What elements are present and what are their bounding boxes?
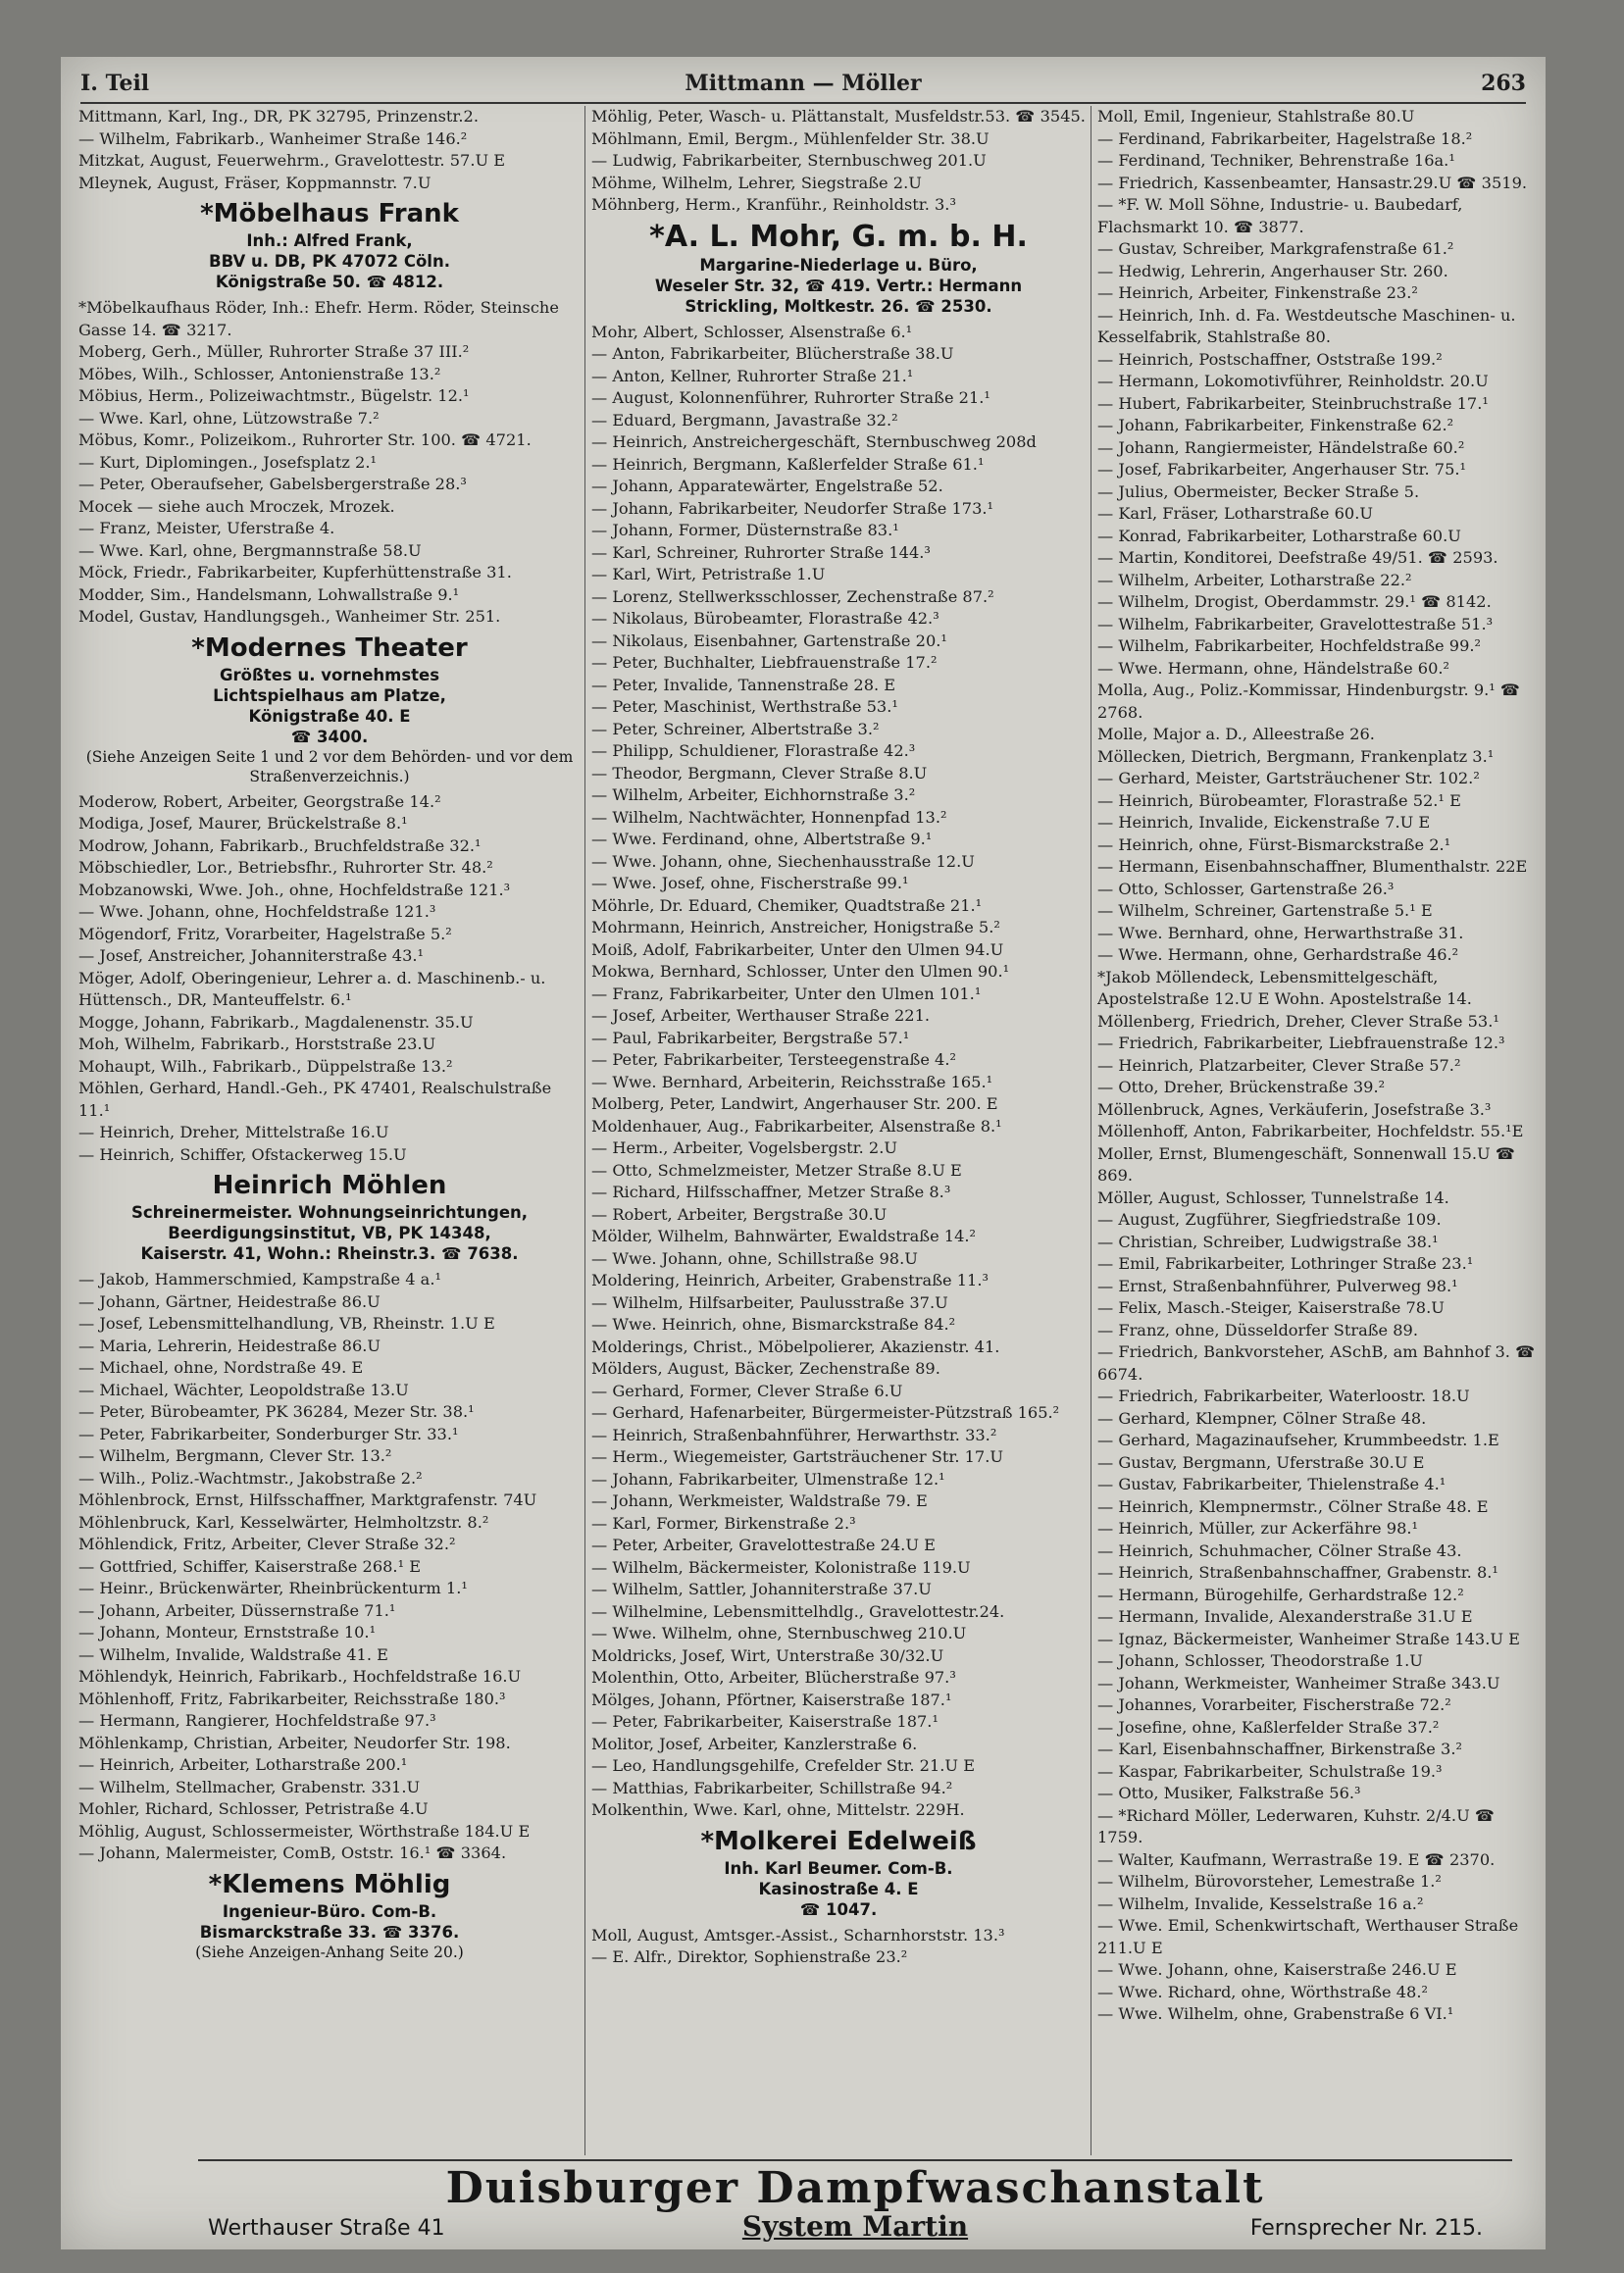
ad-line: Königstraße 50. ☎ 4812. — [215, 273, 444, 291]
column-middle — [584, 106, 1086, 2155]
directory-entry: — Wilhelm, Hilfsarbeiter, Paulusstraße 37.U — [591, 1292, 948, 1312]
ad-line: Inh.: Alfred Frank, — [246, 231, 413, 250]
directory-entry: — Heinrich, Arbeiter, Lotharstraße 200.¹ — [78, 1755, 408, 1774]
directory-entry: — *Richard Möller, Lederwaren, Kuhstr. 2/4.U ☎ 1759. — [1097, 1805, 1496, 1846]
column-left — [78, 106, 581, 2155]
section-label: I. Teil — [80, 71, 150, 96]
directory-entry: — Robert, Arbeiter, Bergstraße 30.U — [591, 1204, 888, 1224]
directory-entry: — Konrad, Fabrikarbeiter, Lotharstraße 60.U — [1097, 526, 1461, 545]
directory-entry: — Emil, Fabrikarbeiter, Lothringer Straße 23.¹ — [1097, 1254, 1474, 1273]
directory-entry: — Heinrich, Müller, zur Ackerfähre 98.¹ — [1097, 1519, 1418, 1538]
directory-entry: Möhlig, August, Schlossermeister, Wörthstraße 184.U E — [78, 1821, 531, 1841]
directory-entry: Mölders, August, Bäcker, Zechenstraße 89. — [591, 1359, 940, 1378]
directory-entry: Möllenhoff, Anton, Fabrikarbeiter, Hochfeldstr. 55.¹E — [1097, 1122, 1524, 1140]
directory-entry: — Heinrich, Bergmann, Kaßlerfelder Straße 61.¹ — [591, 454, 985, 474]
ad-line: Kasinostraße 4. E — [758, 1879, 919, 1898]
directory-entry: Molberg, Peter, Landwirt, Angerhauser Str. 200. E — [591, 1094, 998, 1113]
directory-entry: — Wwe. Heinrich, ohne, Bismarckstraße 84.² — [591, 1315, 956, 1334]
directory-entry: — Leo, Handlungsgehilfe, Crefelder Str. 21.U E — [591, 1756, 976, 1775]
directory-entry: Mokwa, Bernhard, Schlosser, Unter den Ulmen 90.¹ — [591, 962, 1010, 981]
directory-entry: — Philipp, Schuldiener, Florastraße 42.³ — [591, 741, 916, 760]
directory-entry: — Wilhelm, Bürovorsteher, Lemestraße 1.² — [1097, 1872, 1442, 1891]
directory-entry: — Hermann, Invalide, Alexanderstraße 31.U E — [1097, 1607, 1473, 1626]
directory-entry: Moll, Emil, Ingenieur, Stahlstraße 80.U — [1097, 107, 1415, 126]
ad-title: *Möbelhaus Frank — [200, 199, 459, 228]
directory-entry: — Wilhelm, Invalide, Waldstraße 41. E — [78, 1644, 388, 1664]
directory-entry: Mogge, Johann, Fabrikarb., Magdalenenstr. 35.U — [78, 1012, 474, 1032]
directory-entry: Möhlendick, Fritz, Arbeiter, Clever Straße 32.² — [78, 1535, 456, 1553]
directory-entry: — Johann, Rangiermeister, Händelstraße 60.² — [1097, 437, 1465, 457]
directory-entry: — Friedrich, Fabrikarbeiter, Waterloostr. 18.U — [1097, 1387, 1470, 1405]
directory-entry: — Gerhard, Meister, Gartsträuchener Str. 102.² — [1097, 769, 1480, 787]
ad-line: Lichtspielhaus am Platze, — [213, 685, 446, 705]
directory-entry: — Josef, Fabrikarbeiter, Angerhauser Str. 75.¹ — [1097, 460, 1467, 479]
directory-entry: Möhlenkamp, Christian, Arbeiter, Neudorfer Str. 198. — [78, 1733, 511, 1752]
directory-entry: — Wwe. Johann, ohne, Hochfeldstraße 121.³ — [78, 902, 436, 921]
directory-entry: — Johann, Malermeister, ComB, Oststr. 16.¹ ☎ 3364. — [78, 1844, 507, 1862]
directory-entry: — Peter, Fabrikarbeiter, Sonderburger Str. 33.¹ — [78, 1424, 459, 1443]
directory-entry: — Herm., Wiegemeister, Gartsträuchener Str. 17.U — [591, 1447, 1003, 1466]
directory-entry: Moh, Wilhelm, Fabrikarb., Horststraße 23.U — [78, 1035, 436, 1053]
directory-entry: — Johann, Werkmeister, Waldstraße 79. E — [591, 1491, 928, 1510]
ad-klemens-moehlig — [78, 1868, 581, 1962]
directory-entry: — Karl, Former, Birkenstraße 2.³ — [591, 1513, 856, 1533]
directory-entry: Mögendorf, Fritz, Vorarbeiter, Hagelstraße 5.² — [78, 924, 452, 943]
directory-entry: Modrow, Johann, Fabrikarb., Bruchfeldstraße 32.¹ — [78, 835, 482, 855]
directory-entry: Möhlen, Gerhard, Handl.-Geh., PK 47401, Realschulstraße 11.¹ — [78, 1079, 552, 1120]
directory-entry: — Wwe. Bernhard, ohne, Herwarthstraße 31. — [1097, 923, 1464, 942]
directory-entry: — Hubert, Fabrikarbeiter, Steinbruchstraße 17.¹ — [1097, 393, 1489, 413]
column-right — [1091, 106, 1537, 2155]
directory-entry: — Heinrich, Schuhmacher, Cölner Straße 43. — [1097, 1541, 1462, 1560]
directory-entry: — Heinrich, Postschaffner, Oststraße 199.² — [1097, 349, 1443, 369]
directory-entry: — Kaspar, Fabrikarbeiter, Schulstraße 19.³ — [1097, 1761, 1443, 1781]
directory-entry: — Heinrich, Bürobeamter, Florastraße 52.¹ E — [1097, 790, 1461, 810]
directory-entry: — Wilhelm, Fabrikarb., Wanheimer Straße 146.² — [78, 128, 468, 148]
directory-entry: — Wilhelm, Bäckermeister, Kolonistraße 119.U — [591, 1557, 971, 1577]
directory-entry: Möhnberg, Herm., Kranführ., Reinholdstr. 3.³ — [591, 195, 956, 214]
directory-entry: — Wwe. Ferdinand, ohne, Albertstraße 9.¹ — [591, 830, 933, 848]
directory-entry: — August, Kolonnenführer, Ruhrorter Straße 21.¹ — [591, 388, 990, 407]
directory-entry: Möller, August, Schlosser, Tunnelstraße 14. — [1097, 1187, 1449, 1207]
directory-entry: — Johann, Schlosser, Theodorstraße 1.U — [1097, 1651, 1423, 1670]
directory-entry: — Jakob, Hammerschmied, Kampstraße 4 a.¹ — [78, 1270, 441, 1288]
directory-entry: — Felix, Masch.-Steiger, Kaiserstraße 78.U — [1097, 1298, 1445, 1317]
directory-entry: Mohler, Richard, Schlosser, Petristraße 4.U — [78, 1799, 429, 1818]
directory-entry: Mohrmann, Heinrich, Anstreicher, Honigstraße 5.² — [591, 918, 1000, 936]
directory-entry: — Wwe. Hermann, ohne, Gerhardstraße 46.² — [1097, 945, 1459, 964]
directory-entry: — Karl, Schreiner, Ruhrorter Straße 144.³ — [591, 542, 931, 562]
directory-entry: — Peter, Bürobeamter, PK 36284, Mezer Str. 38.¹ — [78, 1402, 475, 1421]
directory-entry: — Heinrich, Straßenbahnschaffner, Grabenstr. 8.¹ — [1097, 1563, 1498, 1582]
directory-entry: — Friedrich, Fabrikarbeiter, Liebfrauenstraße 12.³ — [1097, 1034, 1505, 1052]
directory-entry: — Johann, Apparatewärter, Engelstraße 52. — [591, 477, 943, 495]
directory-entry: — Wilhelm, Nachtwächter, Honnenpfad 13.² — [591, 807, 947, 827]
directory-entry: Möhlmann, Emil, Bergm., Mühlenfelder Str. 38.U — [591, 128, 990, 148]
directory-entry: Moldricks, Josef, Wirt, Unterstraße 30/32.U — [591, 1645, 944, 1665]
ad-line: Schreinermeister. Wohnungseinrichtungen, — [130, 1203, 529, 1222]
ad-modernes-theater — [78, 631, 581, 786]
directory-entry: — Hermann, Bürogehilfe, Gerhardstraße 12.² — [1097, 1585, 1464, 1604]
directory-entry: — Christian, Schreiber, Ludwigstraße 38.¹ — [1097, 1232, 1439, 1251]
directory-entry: — Wwe. Wilhelm, ohne, Sternbuschweg 210.U — [591, 1624, 967, 1642]
directory-entry: — Wilhelm, Schreiner, Gartenstraße 5.¹ E — [1097, 901, 1433, 920]
directory-entry: — Walter, Kaufmann, Werrastraße 19. E ☎ 2370. — [1097, 1849, 1496, 1869]
directory-entry: — Ludwig, Fabrikarbeiter, Sternbuschweg 201.U — [591, 151, 987, 170]
directory-entry: — Gerhard, Former, Clever Straße 6.U — [591, 1381, 903, 1400]
ad-title: Heinrich Möhlen — [212, 1171, 447, 1200]
footer-ad-system: System Martin — [741, 2210, 969, 2243]
directory-entry: Möhlendyk, Heinrich, Fabrikarb., Hochfeldstraße 16.U — [78, 1667, 522, 1686]
directory-entry: — August, Zugführer, Siegfriedstraße 109. — [1097, 1210, 1442, 1229]
directory-entry: Moldenhauer, Aug., Fabrikarbeiter, Alsenstraße 8.¹ — [591, 1116, 1002, 1136]
directory-entry: — Peter, Maschinist, Werthstraße 53.¹ — [591, 697, 898, 716]
directory-entry: Moller, Ernst, Blumengeschäft, Sonnenwall 15.U ☎ 869. — [1097, 1143, 1516, 1185]
ad-title: *Klemens Möhlig — [208, 1869, 451, 1899]
directory-entry: — Wwe. Karl, ohne, Bergmannstraße 58.U — [78, 540, 422, 560]
directory-entry: Moderow, Robert, Arbeiter, Georgstraße 14.² — [78, 791, 441, 811]
directory-entry: — Heinrich, Arbeiter, Finkenstraße 23.² — [1097, 283, 1418, 302]
directory-entry: — Gustav, Bergmann, Uferstraße 30.U E — [1097, 1452, 1425, 1472]
directory-entry: — Hedwig, Lehrerin, Angerhauser Str. 260. — [1097, 261, 1448, 280]
directory-entry: — Josef, Arbeiter, Werthauser Straße 221. — [591, 1006, 931, 1025]
ad-line: Größtes u. vornehmstes — [219, 665, 440, 684]
directory-entry: Möbes, Wilh., Schlosser, Antonienstraße 13.² — [78, 364, 441, 383]
directory-entry: — Gustav, Schreiber, Markgrafenstraße 61.² — [1097, 239, 1454, 258]
directory-entry: *Möbelkaufhaus Röder, Inh.: Ehefr. Herm. Röder, Steinsche Gasse 14. ☎ 3217. — [78, 298, 559, 339]
footer-ad-phone: Fernsprecher Nr. 215. — [1249, 2216, 1483, 2241]
directory-entry: — Johann, Former, Düsternstraße 83.¹ — [591, 521, 899, 539]
directory-entry: — Ferdinand, Fabrikarbeiter, Hagelstraße 18.² — [1097, 128, 1473, 148]
directory-entry: — Matthias, Fabrikarbeiter, Schillstraße 94.² — [591, 1778, 953, 1797]
directory-entry: — Wilhelm, Bergmann, Clever Str. 13.² — [78, 1446, 392, 1465]
page-header — [80, 63, 1526, 104]
directory-entry: — Wwe. Richard, ohne, Wörthstraße 48.² — [1097, 1982, 1428, 2001]
directory-entry: — Johann, Gärtner, Heidestraße 86.U — [78, 1291, 381, 1311]
directory-entry: — Wwe. Hermann, ohne, Händelstraße 60.² — [1097, 658, 1450, 678]
directory-entry: — Peter, Oberaufseher, Gabelsbergerstraße 28.³ — [78, 475, 467, 493]
directory-entry: — Martin, Konditorei, Deefstraße 49/51. ☎ 2593. — [1097, 548, 1498, 567]
directory-entry: — Herm., Arbeiter, Vogelsbergstr. 2.U — [591, 1138, 898, 1157]
directory-entry: — Wwe. Johann, ohne, Siechenhausstraße 12.U — [591, 851, 975, 871]
directory-entry: — Michael, Wächter, Leopoldstraße 13.U — [78, 1380, 409, 1399]
ad-line: Margarine-Niederlage u. Büro, — [699, 255, 978, 275]
directory-entry: — Heinrich, Schiffer, Ofstackerweg 15.U — [78, 1144, 407, 1164]
directory-entry: — Johann, Arbeiter, Düssernstraße 71.¹ — [78, 1600, 396, 1620]
directory-entry: — Hermann, Rangierer, Hochfeldstraße 97.³ — [78, 1711, 436, 1730]
ad-molkerei-edelweiss — [591, 1825, 1086, 1920]
directory-entry: Model, Gustav, Handlungsgeh., Wanheimer Str. 251. — [78, 607, 501, 626]
directory-entry: — Ernst, Straßenbahnführer, Pulverweg 98.¹ — [1097, 1276, 1458, 1295]
directory-entry: — Johannes, Vorarbeiter, Fischerstraße 72.² — [1097, 1695, 1451, 1714]
directory-entry: — Hermann, Lokomotivführer, Reinholdstr. 20.U — [1097, 372, 1489, 390]
directory-entry: — Franz, Meister, Uferstraße 4. — [78, 519, 335, 537]
directory-entry: — Johann, Monteur, Ernststraße 10.¹ — [78, 1623, 377, 1642]
directory-entry: — Eduard, Bergmann, Javastraße 32.² — [591, 410, 898, 429]
directory-entry: *Jakob Möllendeck, Lebensmittelgeschäft, Apostelstraße 12.U E Wohn. Apostelstraße 14. — [1097, 967, 1472, 1008]
directory-entry: Mitzkat, August, Feuerwehrm., Gravelottestr. 57.U E — [78, 151, 506, 170]
directory-entry: — Wilhelm, Drogist, Oberdammstr. 29.¹ ☎ 8142. — [1097, 592, 1492, 611]
directory-entry: — Wilhelmine, Lebensmittelhdlg., Gravelottestr.24. — [591, 1601, 1005, 1621]
footer-advertisement — [198, 2159, 1512, 2244]
directory-entry: — Heinr., Brückenwärter, Rheinbrückenturm 1.¹ — [78, 1579, 468, 1597]
directory-entry: Möbschiedler, Lor., Betriebsfhr., Ruhrorter Str. 48.² — [78, 858, 493, 877]
directory-entry: — Anton, Kellner, Ruhrorter Straße 21.¹ — [591, 366, 914, 385]
directory-entry: Modder, Sim., Handelsmann, Lohwallstraße 9.¹ — [78, 584, 460, 604]
directory-entry: — Wwe. Johann, ohne, Schillstraße 98.U — [591, 1248, 918, 1268]
directory-entry: — Peter, Invalide, Tannenstraße 28. E — [591, 675, 896, 694]
directory-entry: — Johann, Werkmeister, Wanheimer Straße 343.U — [1097, 1673, 1500, 1692]
directory-entry: — Maria, Lehrerin, Heidestraße 86.U — [78, 1336, 381, 1355]
directory-entry: — Wilhelm, Stellmacher, Grabenstr. 331.U — [78, 1777, 421, 1796]
directory-entry: — Wwe. Josef, ohne, Fischerstraße 99.¹ — [591, 874, 909, 892]
directory-entry: — Johann, Fabrikarbeiter, Ulmenstraße 12.¹ — [591, 1469, 945, 1489]
directory-entry: — Johann, Fabrikarbeiter, Finkenstraße 62.² — [1097, 416, 1454, 434]
directory-entry: Möger, Adolf, Oberingenieur, Lehrer a. d. Maschinenb.- u. Hüttensch., DR, Manteuffelstr. 6.¹ — [78, 968, 546, 1009]
ad-line: Kaiserstr. 41, Wohn.: Rheinstr.3. ☎ 7638. — [140, 1244, 519, 1263]
directory-entry: — Wilhelm, Sattler, Johanniterstraße 37.U — [591, 1580, 932, 1598]
ad-title: *A. L. Mohr, G. m. b. H. — [649, 219, 1028, 254]
page-number: 263 — [1481, 71, 1526, 96]
ad-line: Inh. Karl Beumer. Com-B. — [724, 1858, 953, 1878]
directory-entry: — Nikolaus, Bürobeamter, Florastraße 42.³ — [591, 609, 939, 628]
directory-entry: — Gerhard, Hafenarbeiter, Bürgermeister-Pützstraß 165.² — [591, 1403, 1060, 1422]
ad-heinrich-moehlen — [78, 1169, 581, 1264]
directory-entry: — Peter, Fabrikarbeiter, Tersteegenstraße 4.² — [591, 1050, 956, 1069]
ad-line: ☎ 1047. — [799, 1899, 878, 1919]
directory-entry: Moll, August, Amtsger.-Assist., Scharnhorststr. 13.³ — [591, 1925, 1005, 1945]
directory-entry: Mittmann, Karl, Ing., DR, PK 32795, Prinzenstr.2. — [78, 107, 479, 126]
directory-entry: — Gerhard, Magazinaufseher, Krummbeedstr. 1.E — [1097, 1431, 1499, 1449]
ad-title: *Molkerei Edelweiß — [700, 1826, 977, 1856]
directory-entry: — Heinrich, Platzarbeiter, Clever Straße 57.² — [1097, 1055, 1461, 1075]
ad-line: Beerdigungsinstitut, VB, PK 14348, — [168, 1224, 491, 1242]
ad-line: Bismarckstraße 33. ☎ 3376. — [199, 1922, 460, 1942]
directory-entry: Moldering, Heinrich, Arbeiter, Grabenstraße 11.³ — [591, 1271, 989, 1289]
directory-entry: — Heinrich, Inh. d. Fa. Westdeutsche Maschinen- u. Kesselfabrik, Stahlstraße 80. — [1097, 305, 1516, 346]
directory-entry: Möhrle, Dr. Eduard, Chemiker, Quadtstraße 21.¹ — [591, 895, 983, 915]
directory-entry: Möhme, Wilhelm, Lehrer, Siegstraße 2.U — [591, 173, 922, 192]
directory-entry: Möllenbruck, Agnes, Verkäuferin, Josefstraße 3.³ — [1097, 1099, 1492, 1119]
directory-entry: — Heinrich, ohne, Fürst-Bismarckstraße 2.¹ — [1097, 834, 1451, 854]
directory-entry: — Gottfried, Schiffer, Kaiserstraße 268.¹ E — [78, 1556, 422, 1576]
directory-entry: — Otto, Schmelzmeister, Metzer Straße 8.U E — [591, 1160, 962, 1180]
directory-entry: Molla, Aug., Poliz.-Kommissar, Hindenburgstr. 9.¹ ☎ 2768. — [1097, 681, 1521, 722]
directory-entry: — Wwe. Johann, ohne, Kaiserstraße 246.U E — [1097, 1960, 1457, 1979]
ad-title: *Modernes Theater — [191, 632, 468, 663]
directory-entry: Möhlenbrock, Ernst, Hilfsschaffner, Marktgrafenstr. 74U — [78, 1490, 537, 1509]
directory-entry: Molderings, Christ., Möbelpolierer, Akazienstr. 41. — [591, 1337, 1000, 1356]
directory-entry: — Josef, Anstreicher, Johanniterstraße 43.¹ — [78, 946, 425, 965]
ad-line: Strickling, Moltkestr. 26. ☎ 2530. — [685, 296, 992, 316]
directory-entry: Mölder, Wilhelm, Bahnwärter, Ewaldstraße 14.² — [591, 1227, 977, 1245]
directory-entry: Möhlenbruck, Karl, Kesselwärter, Helmholtzstr. 8.² — [78, 1512, 489, 1532]
directory-entry: — Ignaz, Bäckermeister, Wanheimer Straße 143.U E — [1097, 1629, 1520, 1648]
directory-entry: — Heinrich, Anstreichergeschäft, Sternbuschweg 208d — [591, 432, 1037, 451]
directory-entry: — Wwe. Karl, ohne, Lützowstraße 7.² — [78, 408, 380, 428]
directory-entry: — Karl, Eisenbahnschaffner, Birkenstraße 3.² — [1097, 1740, 1462, 1758]
directory-entry: — Anton, Fabrikarbeiter, Blücherstraße 38.U — [591, 344, 954, 363]
ad-note: (Siehe Anzeigen Seite 1 und 2 vor dem Behörden- und vor dem Straßenverzeichnis.) — [85, 747, 574, 785]
directory-entry: — Friedrich, Kassenbeamter, Hansastr.29.U ☎ 3519. — [1097, 173, 1528, 192]
ad-note: (Siehe Anzeigen-Anhang Seite 20.) — [195, 1943, 464, 1961]
directory-entry: — Otto, Schlosser, Gartenstraße 26.³ — [1097, 879, 1395, 898]
ad-line: Weseler Str. 32, ☎ 419. Vertr.: Hermann — [654, 276, 1023, 295]
directory-entry: — Wwe. Bernhard, Arbeiterin, Reichsstraße 165.¹ — [591, 1072, 993, 1091]
directory-entry: — Karl, Fräser, Lotharstraße 60.U — [1097, 504, 1373, 523]
ad-line: ☎ 3400. — [290, 727, 369, 746]
directory-entry: — Lorenz, Stellwerksschlosser, Zechenstraße 87.² — [591, 586, 994, 606]
ad-line: Königstraße 40. E — [248, 706, 411, 726]
directory-entry: — Otto, Musiker, Falkstraße 56.³ — [1097, 1784, 1361, 1802]
directory-entry: — Otto, Dreher, Brückenstraße 39.² — [1097, 1078, 1386, 1096]
directory-entry: — Johann, Fabrikarbeiter, Neudorfer Straße 173.¹ — [591, 498, 994, 518]
directory-entry: Moiß, Adolf, Fabrikarbeiter, Unter den Ulmen 94.U — [591, 939, 1004, 959]
directory-entry: — Michael, ohne, Nordstraße 49. E — [78, 1358, 364, 1377]
directory-entry: Möhlig, Peter, Wasch- u. Plättanstalt, Musfeldstr.53. ☎ 3545. — [591, 107, 1086, 126]
directory-entry: — Wilhelm, Fabrikarbeiter, Gravelottestraße 51.³ — [1097, 614, 1494, 633]
directory-entry: — Heinrich, Invalide, Eickenstraße 7.U E — [1097, 813, 1431, 832]
directory-entry: — Wilhelm, Arbeiter, Lotharstraße 22.² — [1097, 570, 1412, 589]
directory-entry: — Friedrich, Bankvorsteher, ASchB, am Bahnhof 3. ☎ 6674. — [1097, 1342, 1536, 1384]
ad-line: Ingenieur-Büro. Com-B. — [222, 1901, 437, 1921]
directory-entry: — E. Alfr., Direktor, Sophienstraße 23.² — [591, 1947, 908, 1966]
directory-entry: — Heinrich, Klempnermstr., Cölner Straße 48. E — [1097, 1496, 1489, 1516]
directory-entry: — Josefine, ohne, Kaßlerfelder Straße 37.² — [1097, 1717, 1440, 1737]
directory-entry: — Peter, Schreiner, Albertstraße 3.² — [591, 719, 880, 738]
directory-entry: Mohaupt, Wilh., Fabrikarb., Düppelstraße 13.² — [78, 1056, 453, 1076]
ad-moebelhaus-frank — [78, 197, 581, 292]
directory-entry: — Karl, Wirt, Petristraße 1.U — [591, 565, 826, 583]
directory-entry: Moberg, Gerh., Müller, Ruhrorter Straße 37 III.² — [78, 342, 470, 361]
ad-line: BBV u. DB, PK 47072 Cöln. — [209, 252, 450, 271]
directory-entry: — Wwe. Wilhelm, ohne, Grabenstraße 6 VI.¹ — [1097, 2004, 1454, 2023]
directory-entry: Molenthin, Otto, Arbeiter, Blücherstraße 97.³ — [591, 1668, 956, 1687]
directory-entry: — Peter, Buchhalter, Liebfrauenstraße 17.² — [591, 653, 938, 672]
directory-entry: Mocek — siehe auch Mroczek, Mrozek. — [78, 496, 395, 516]
directory-entry: — Peter, Arbeiter, Gravelottestraße 24.U E — [591, 1536, 936, 1554]
directory-entry: — Gustav, Fabrikarbeiter, Thielenstraße 4.¹ — [1097, 1475, 1446, 1493]
directory-entry: Mobzanowski, Wwe. Joh., ohne, Hochfeldstraße 121.³ — [78, 880, 511, 899]
directory-entry: — Gerhard, Klempner, Cölner Straße 48. — [1097, 1408, 1427, 1428]
directory-entry: — Heinrich, Straßenbahnführer, Herwarthstr. 33.² — [591, 1425, 997, 1444]
directory-entry: Molle, Major a. D., Alleestraße 26. — [1097, 725, 1375, 743]
directory-entry: Molitor, Josef, Arbeiter, Kanzlerstraße 6. — [591, 1734, 918, 1753]
directory-entry: Möhlenhoff, Fritz, Fabrikarbeiter, Reichsstraße 180.³ — [78, 1689, 506, 1708]
directory-entry: Mölges, Johann, Pförtner, Kaiserstraße 187.¹ — [591, 1690, 952, 1709]
directory-page — [61, 57, 1546, 2249]
directory-entry: — Heinrich, Dreher, Mittelstraße 16.U — [78, 1123, 389, 1141]
directory-entry: Möck, Friedr., Fabrikarbeiter, Kupferhüttenstraße 31. — [78, 563, 512, 581]
running-title: Mittmann — Möller — [685, 71, 922, 96]
directory-entry: — Nikolaus, Eisenbahner, Gartenstraße 20.¹ — [591, 631, 947, 650]
directory-entry: — Josef, Lebensmittelhandlung, VB, Rheinstr. 1.U E — [78, 1314, 495, 1333]
directory-entry: — Ferdinand, Techniker, Behrenstraße 16a.¹ — [1097, 151, 1455, 170]
directory-entry: — Wilh., Poliz.-Wachtmstr., Jakobstraße 2.² — [78, 1468, 423, 1488]
directory-entry: — *F. W. Moll Söhne, Industrie- u. Baubedarf, Flachsmarkt 10. ☎ 3877. — [1097, 195, 1463, 236]
directory-entry: Möbius, Herm., Polizeiwachtmstr., Bügelstr. 12.¹ — [78, 386, 470, 405]
directory-entry: — Hermann, Eisenbahnschaffner, Blumenthalstr. 22E — [1097, 857, 1528, 876]
directory-entry: Möllecken, Dietrich, Bergmann, Frankenplatz 3.¹ — [1097, 746, 1495, 766]
directory-entry: — Wilhelm, Arbeiter, Eichhornstraße 3.² — [591, 785, 916, 804]
directory-entry: — Franz, Fabrikarbeiter, Unter den Ulmen 101.¹ — [591, 984, 982, 1003]
directory-entry: Mohr, Albert, Schlosser, Alsenstraße 6.¹ — [591, 322, 913, 341]
directory-entry: — Paul, Fabrikarbeiter, Bergstraße 57.¹ — [591, 1028, 910, 1047]
directory-entry: — Kurt, Diplomingen., Josefsplatz 2.¹ — [78, 452, 377, 472]
directory-entry: — Wilhelm, Invalide, Kesselstraße 16 a.² — [1097, 1894, 1424, 1913]
directory-entry: Modiga, Josef, Maurer, Brückelstraße 8.¹ — [78, 814, 408, 833]
directory-entry: — Franz, ohne, Düsseldorfer Straße 89. — [1097, 1320, 1419, 1339]
directory-entry: Möllenberg, Friedrich, Dreher, Clever Straße 53.¹ — [1097, 1011, 1499, 1031]
directory-entry: Molkenthin, Wwe. Karl, ohne, Mittelstr. 229H. — [591, 1800, 965, 1819]
directory-entry: — Richard, Hilfsschaffner, Metzer Straße 8.³ — [591, 1183, 951, 1201]
directory-entry: — Theodor, Bergmann, Clever Straße 8.U — [591, 763, 928, 783]
directory-entry: — Julius, Obermeister, Becker Straße 5. — [1097, 481, 1420, 501]
directory-entry: Mleynek, August, Fräser, Koppmannstr. 7.U — [78, 173, 431, 192]
ad-al-mohr — [591, 220, 1086, 317]
directory-entry: — Peter, Fabrikarbeiter, Kaiserstraße 187.¹ — [591, 1712, 939, 1731]
footer-ad-address: Werthauser Straße 41 — [208, 2216, 445, 2241]
directory-entry: — Wilhelm, Fabrikarbeiter, Hochfeldstraße 99.² — [1097, 636, 1482, 655]
directory-entry: Möbus, Komr., Polizeikom., Ruhrorter Str. 100. ☎ 4721. — [78, 430, 532, 449]
directory-entry: — Wwe. Emil, Schenkwirtschaft, Werthauser Straße 211.U E — [1097, 1916, 1519, 1957]
footer-ad-title: Duisburger Dampfwaschanstalt — [445, 2163, 1265, 2213]
